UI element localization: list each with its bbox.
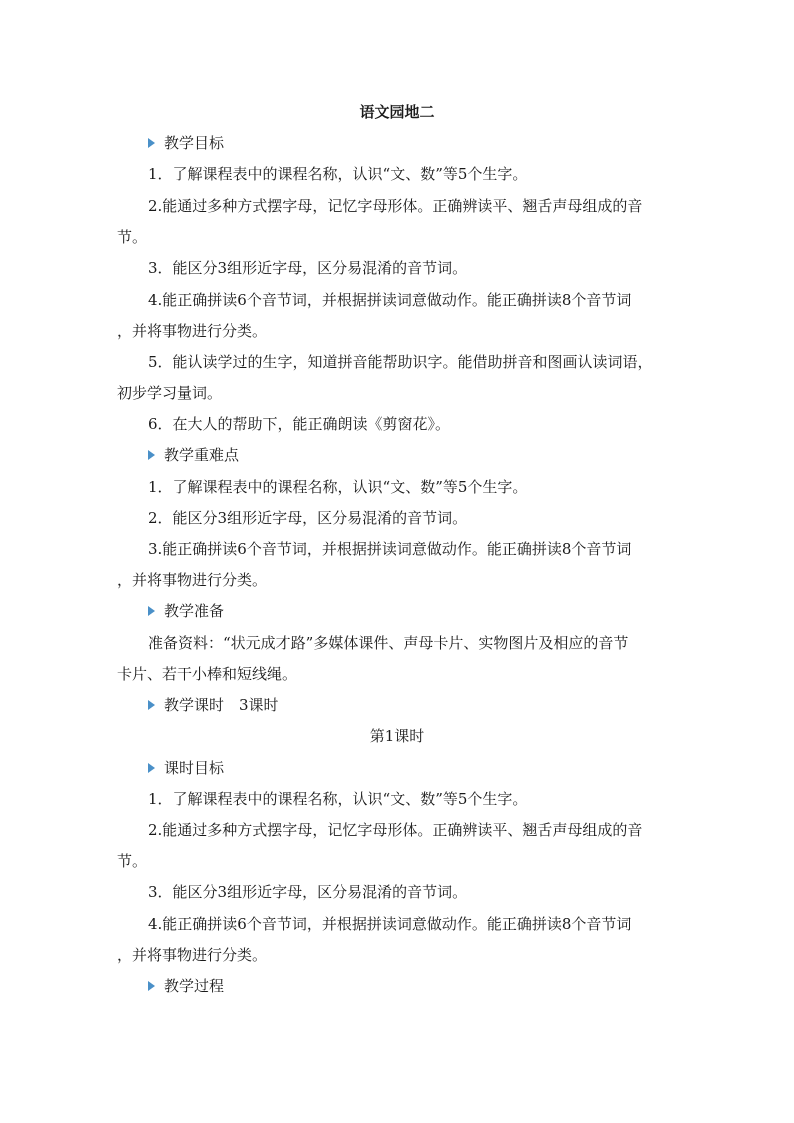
lesson-title: 第1课时 — [369, 727, 425, 745]
triangle-bullet-icon — [148, 450, 155, 460]
paragraph-continuation: 初步学习量词。 — [117, 384, 223, 402]
section-heading-objectives: 教学目标 — [148, 133, 224, 153]
paragraph-continuation: ，并将事物进行分类。 — [117, 322, 268, 340]
paragraph: 1．了解课程表中的课程名称，认识“文、数”等5个生字。 — [148, 165, 528, 183]
paragraph: 4.能正确拼读6个音节词，并根据拼读词意做动作。能正确拼读8个音节词 — [148, 291, 632, 309]
paragraph: 3．能区分3组形近字母，区分易混淆的音节词。 — [148, 883, 468, 901]
paragraph: 1．了解课程表中的课程名称，认识“文、数”等5个生字。 — [148, 790, 528, 808]
section-heading-preparation: 教学准备 — [148, 601, 224, 621]
paragraph: 2．能区分3组形近字母，区分易混淆的音节词。 — [148, 509, 468, 527]
paragraph: 4.能正确拼读6个音节词，并根据拼读词意做动作。能正确拼读8个音节词 — [148, 915, 632, 933]
paragraph-continuation: 卡片、若干小棒和短线绳。 — [117, 665, 298, 683]
paragraph: 准备资料：“状元成才路”多媒体课件、声母卡片、实物图片及相应的音节 — [148, 634, 629, 652]
paragraph: 2.能通过多种方式摆字母，记忆字母形体。正确辨读平、翘舌声母组成的音 — [148, 821, 643, 839]
paragraph: 1．了解课程表中的课程名称，认识“文、数”等5个生字。 — [148, 478, 528, 496]
section-heading-periods: 教学课时 3课时 — [148, 695, 279, 715]
triangle-bullet-icon — [148, 981, 155, 991]
doc-title: 语文园地二 — [359, 103, 435, 121]
paragraph: 3．能区分3组形近字母，区分易混淆的音节词。 — [148, 259, 468, 277]
paragraph: 3.能正确拼读6个音节词，并根据拼读词意做动作。能正确拼读8个音节词 — [148, 540, 632, 558]
section-heading-key-points: 教学重难点 — [148, 445, 239, 465]
paragraph-continuation: 节。 — [117, 228, 148, 246]
paragraph: 6．在大人的帮助下，能正确朗读《剪窗花》。 — [148, 415, 451, 433]
paragraph: 2.能通过多种方式摆字母，记忆字母形体。正确辨读平、翘舌声母组成的音 — [148, 197, 643, 215]
triangle-bullet-icon — [148, 763, 155, 773]
section-heading-lesson-objectives: 课时目标 — [148, 758, 224, 778]
paragraph-continuation: ，并将事物进行分类。 — [117, 946, 268, 964]
triangle-bullet-icon — [148, 138, 155, 148]
paragraph-continuation: 节。 — [117, 852, 148, 870]
paragraph: 5．能认读学过的生字，知道拼音能帮助识字。能借助拼音和图画认读词语， — [148, 353, 653, 371]
section-heading-process: 教学过程 — [148, 976, 224, 996]
triangle-bullet-icon — [148, 700, 155, 710]
paragraph-continuation: ，并将事物进行分类。 — [117, 571, 268, 589]
triangle-bullet-icon — [148, 606, 155, 616]
